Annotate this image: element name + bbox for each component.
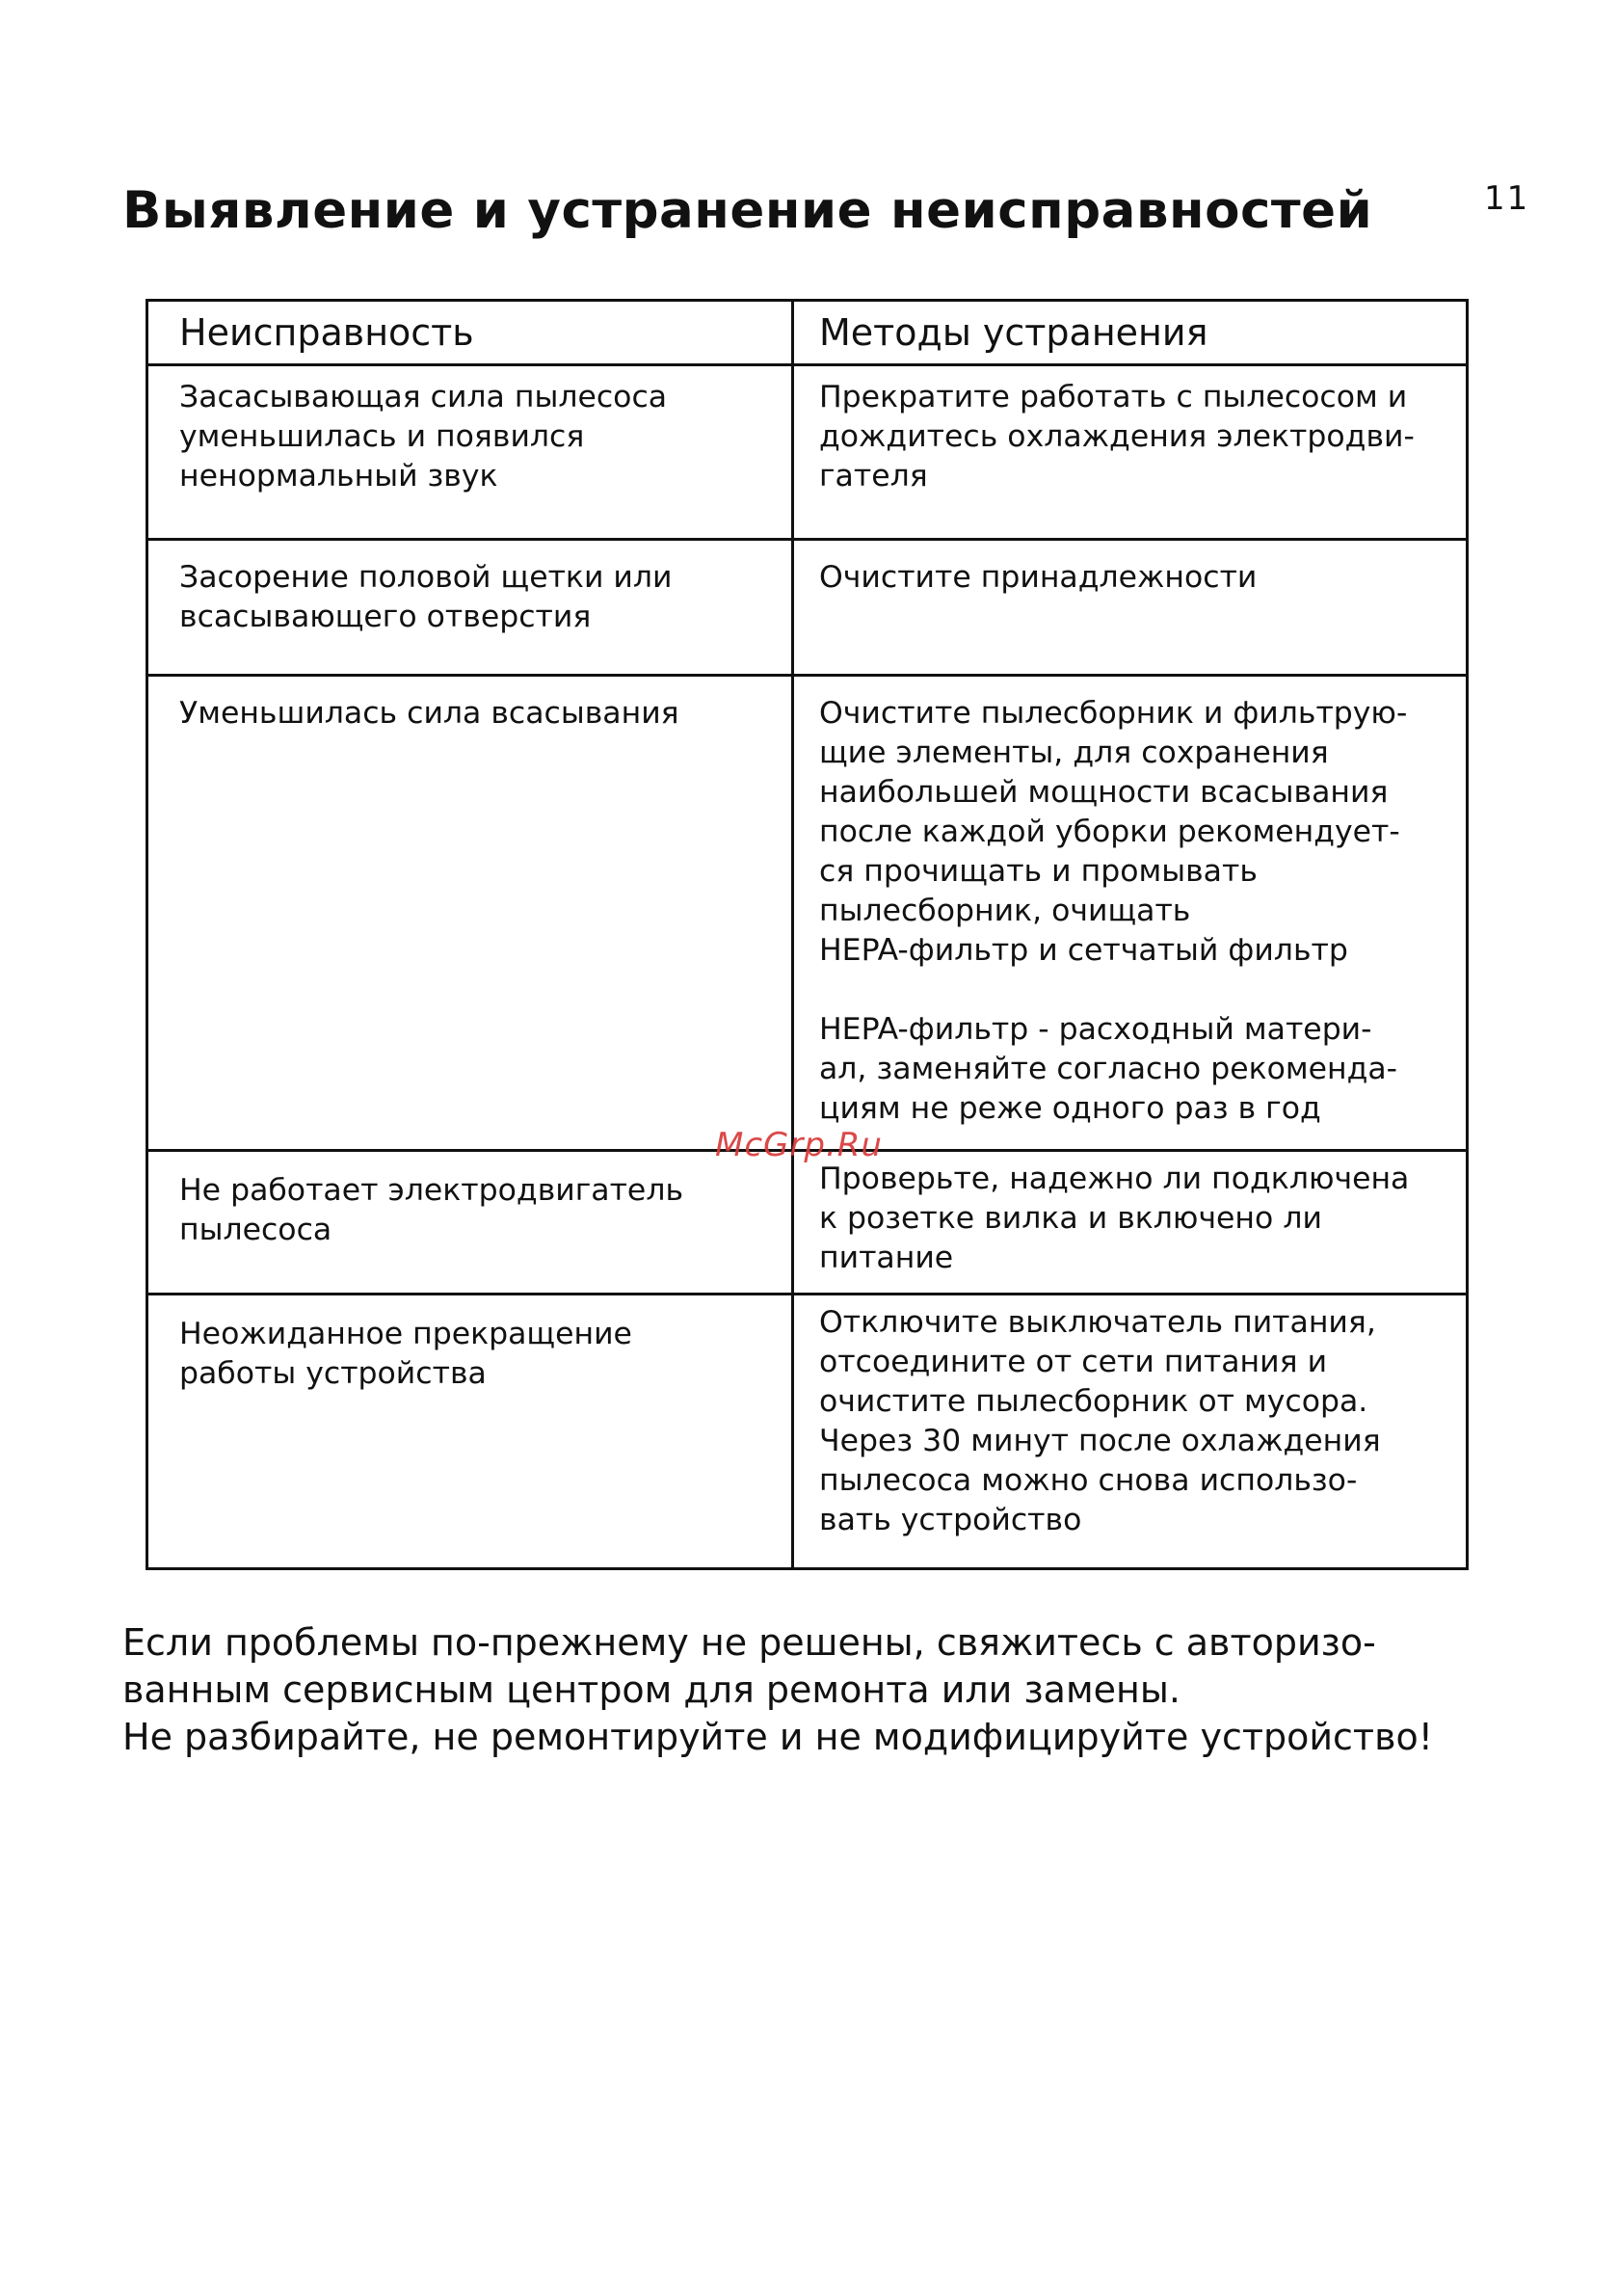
table-row xyxy=(147,540,1468,676)
header-solution-label: Методы устранения xyxy=(819,311,1208,354)
paragraph-gap xyxy=(794,971,1466,1010)
solution-text: Очистите пылесборник и фильтрую- щие элементы, для сохранения наибольшей мощности всасывания после каждой уборки рекомендует- ся прочищать и промывать пылесборник, очищать HEPA-фильтр и сетчатый фильтр xyxy=(819,696,1408,968)
table-row xyxy=(147,365,1468,540)
troubleshooting-table-container xyxy=(146,299,1466,1570)
table-header-row xyxy=(147,301,1468,365)
troubleshooting-table xyxy=(146,299,1469,1570)
problem-text: Засорение половой щетки или всасывающего отверстия xyxy=(179,560,673,634)
problem-cell xyxy=(147,365,793,540)
problem-cell xyxy=(147,540,793,676)
table-row xyxy=(147,676,1468,1151)
solution-cell xyxy=(793,365,1468,540)
table-row xyxy=(147,1295,1468,1569)
header-problem-label: Неисправность xyxy=(179,311,474,354)
solution-cell xyxy=(793,1151,1468,1295)
problem-cell xyxy=(147,1295,793,1569)
problem-cell xyxy=(147,1151,793,1295)
footer-note: Если проблемы по-прежнему не решены, свяжитесь с авторизо- ванным сервисным центром для ремонта или замены. Не разбирайте, не ремонтируйте и не модифицируйте устройство! xyxy=(122,1621,1433,1758)
table-row xyxy=(147,1151,1468,1295)
header-solution xyxy=(793,301,1468,365)
solution-text: Проверьте, надежно ли подключена к розетке вилка и включено ли питание xyxy=(819,1161,1410,1275)
problem-text: Уменьшилась сила всасывания xyxy=(179,696,679,731)
page-number: 11 xyxy=(1484,179,1530,218)
problem-text: Засасывающая сила пылесоса уменьшилась и появился ненормальный звук xyxy=(179,380,668,494)
solution-text: Отключите выключатель питания, отсоедините от сети питания и очистите пылесборник от мусора. Через 30 минут после охлаждения пылесоса можно снова использо- вать устройство xyxy=(819,1305,1381,1537)
header-problem xyxy=(147,301,793,365)
problem-text: Не работает электродвигатель пылесоса xyxy=(179,1173,684,1247)
watermark: McGrp.Ru xyxy=(715,1126,883,1164)
problem-cell xyxy=(147,676,793,1151)
problem-text: Неожиданное прекращение работы устройства xyxy=(179,1317,632,1391)
solution-text: Очистите принадлежности xyxy=(819,560,1258,595)
solution-cell xyxy=(793,540,1468,676)
solution-cell xyxy=(793,1295,1468,1569)
solution-cell xyxy=(793,676,1468,1151)
solution-text: Прекратите работать с пылесосом и дождитесь охлаждения электродви- гателя xyxy=(819,380,1415,494)
page-title: Выявление и устранение неисправностей xyxy=(122,181,1373,240)
solution-text-extra: HEPA-фильтр - расходный матери- ал, заменяйте согласно рекоменда- циям не реже одного раз в год xyxy=(819,1012,1398,1126)
